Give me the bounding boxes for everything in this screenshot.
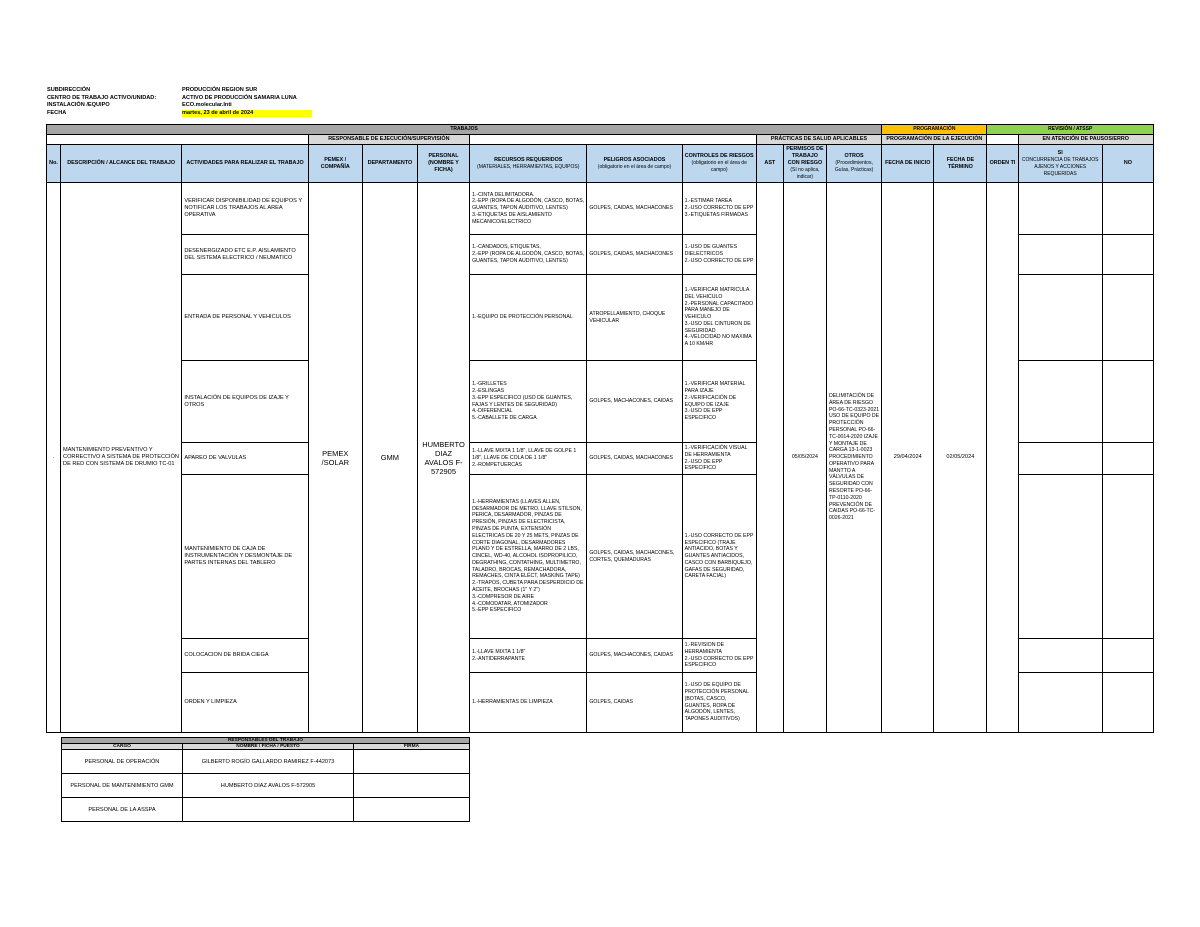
signature-field (354, 750, 470, 774)
controls-cell: 1.-ESTIMAR TAREA 2.-USO CORRECTO DE EPP 3.-ETIQUETAS FIRMADAS (682, 183, 756, 235)
concurrencia-si-cell (1018, 475, 1102, 639)
programacion-header: PROGRAMACIÓN DE LA EJECUCIÓN (882, 135, 987, 145)
concurrencia-no-cell (1102, 443, 1153, 475)
hazards-cell: GOLPES, CAIDAS, MACHACONES (587, 183, 682, 235)
column-headers (47, 145, 1154, 183)
signature-field (354, 774, 470, 798)
column-header (47, 145, 61, 183)
signature-role: PERSONAL DE OPERACIÓN (62, 750, 183, 774)
column-header-label: FECHA DE INICIO (885, 160, 931, 166)
meta-value: martes, 23 de abril de 2024 (182, 110, 312, 118)
meta-row (47, 102, 312, 110)
activity-cell: ORDEN Y LIMPIEZA (182, 673, 308, 733)
column-header-label: DEPARTAMENTO (367, 160, 413, 166)
column-header-label: PERMISOS DE TRABAJO CON RIESGO (786, 146, 824, 166)
column-header (587, 145, 682, 183)
concurrencia-no-cell (1102, 673, 1153, 733)
concurrencia-no-cell (1102, 235, 1153, 275)
column-header (362, 145, 417, 183)
meta-key: FECHA (47, 109, 67, 116)
start-date-cell: 29/04/2024 (882, 183, 934, 733)
meta-key: SUBDIRECCIÓN (47, 87, 91, 93)
concurrencia-si-cell (1018, 275, 1102, 361)
signature-row (62, 774, 470, 798)
column-header-label: FECHA DE TÉRMINO (946, 156, 975, 170)
hazards-cell: ATROPELLAMIENTO, CHOQUE VEHICULAR (587, 275, 682, 361)
signature-role: PERSONAL DE MANTENIMIENTO GMM (62, 774, 183, 798)
band-trabajos: TRABAJOS (47, 125, 882, 135)
activity-cell: ENTRADA DE PERSONAL Y VEHICULOS (182, 275, 308, 361)
table-row (47, 183, 1154, 235)
concurrencia-si-cell (1018, 443, 1102, 475)
resources-cell: 1.-CANDADOS, ETIQUETAS, 2.-EPP (ROPA DE ALGODÓN, CASCO, BOTAS, GUANTES, TAPON AUDITIVO, LENTES) (470, 235, 587, 275)
signature-header: CARGO (62, 744, 183, 750)
controls-cell: 1.-VERIFICAR MATRICULA DEL VEHICULO 2.-PERSONAL CAPACITADO PARA MANEJO DE VEHICULO 3.-USO DEL CINTURON DE SEGURIDAD 4.-VELOCIDAD NO MAXIMA A 10 KM/HR (682, 275, 756, 361)
controls-cell: 1.-USO DE EQUIPO DE PROTECCIÓN PERSONAL (BOTAS, CASCO, GUANTES, ROPA DE ALGODÓN, LENTES, TAPONES AUDITIVOS) (682, 673, 756, 733)
column-header-label: PERSONAL (NOMBRE Y FICHA) (428, 153, 459, 173)
signature-header: FIRMA (354, 744, 470, 750)
signature-name: GILBERTO ROGÍO GALLARDO RAMIREZ F-442073 (183, 750, 354, 774)
concurrencia-no-cell (1102, 275, 1153, 361)
meta-row (47, 110, 312, 118)
activity-cell: DESENERGIZADO ETC E.P. AISLAMIENTO DEL SISTEMA ELECTRICO / NEUMATICO (182, 235, 308, 275)
column-header-sub: CONCURRENCIA DE TRABAJOS AJENOS Y ACCIONES REQUERIDAS (1021, 156, 1099, 177)
resources-cell: 1.-CINTA DELIMITADORA. 2.-EPP (ROPA DE ALGODÓN, CASCO, BOTAS, GUANTES, TAPON AUDITIVO, LENTES) 3.-ETIQUETAS DE AISLAMIENTO MECANICO/ELECTRICO (470, 183, 587, 235)
activity-cell: APAREO DE VALVULAS (182, 443, 308, 475)
permit-cell: 05/05/2024 (783, 183, 826, 733)
column-header (682, 145, 756, 183)
column-header-label: SI (1057, 149, 1063, 156)
company-cell: PEMEX /SOLAR (308, 183, 362, 733)
column-header (417, 145, 469, 183)
signature-name (183, 798, 354, 822)
resources-cell: 1.-EQUIPO DE PROTECCIÓN PERSONAL (470, 275, 587, 361)
column-header-label: NO (1123, 160, 1132, 166)
concurrencia-no-cell (1102, 183, 1153, 235)
activity-cell: VERIFICAR DISPONIBILIDAD DE EQUIPOS Y NOTIFICAR LOS TRABAJOS AL AREA OPERATIVA (182, 183, 308, 235)
resources-cell: 1.-GRILLETES 2.-ESLINGAS 3.-EPP ESPECIFICO (USO DE GUANTES, FAJAS Y LENTES DE SEGURIDAD) 4.-DIFERENCIAL 5.-CABALLETE DE CARGA (470, 361, 587, 443)
hazards-cell: GOLPES, MACHACONES, CAIDAS (587, 639, 682, 673)
column-header-label: AST (764, 160, 776, 166)
resources-cell: 1.-HERRAMIENTAS (LLAVES ALLEN, DESARMADOR DE METRO, LLAVE STILSON, PERICA, DESARMADOR, PINZAS DE PRESIÓN, PINZAS DE ELECTRICISTA, PINZAS DE PUNTA, EXTENSIÓN ELECTRICAS DE 20 Y 25 METS, PINZAS DE CORTE DIAGONAL, DESARMADORES PLANO Y DE ESTRELLA, MARRO DE 2 LBS, CINCEL, WD-40, ALCOHOL ISOPROPILICO, DEGRATHING, CONTATHING, MULTIMETRO, TALADRO, BROCAS, REMACHADORA, REMACHES, CINTA ELÉCT, MASKING TAPE) 2.-TRAPOS, CUBETA PARA DESPERDICIO DE ACEITE, BROCHAS (1" Y 2") 3.-COMPRESOR DE AIRE 4.-COMODATAR, ATOMIZADOR 5.-EPP ESPECIFICO (470, 475, 587, 639)
band-programacion: PROGRAMACIÓN (882, 125, 987, 135)
column-header (470, 145, 587, 183)
meta-key: INSTALACIÓN /EQUIPO (47, 102, 110, 108)
column-header-label: OTROS (844, 153, 864, 159)
department-cell: GMM (362, 183, 417, 733)
controls-cell: 1.-REVISION DE HERRAMIENTA 2.-USO CORRECTO DE EPP ESPECIFICO (682, 639, 756, 673)
meta-value: ECO.molecular.Inti (182, 102, 232, 108)
column-header (182, 145, 308, 183)
signature-field (354, 798, 470, 822)
end-date-cell: 02/05/2024 (934, 183, 987, 733)
concurrencia-si-cell (1018, 639, 1102, 673)
column-header-sub: (obligatorio en el área de campo) (691, 160, 747, 173)
signature-title: RESPONSABLES DEL TRABAJO (62, 738, 470, 744)
column-header (308, 145, 362, 183)
hazards-cell: GOLPES, CAIDAS, MACHACONES (587, 443, 682, 475)
column-header-sub: (MATERIALES, HERRAMIENTAS, EQUIPOS) (477, 163, 580, 170)
concurrencia-no-cell (1102, 475, 1153, 639)
column-header-label: DESCRIPCIÓN / ALCANCE DEL TRABAJO (67, 160, 176, 166)
column-header-sub: (Procedimientos, Guías, Prácticas) (834, 160, 874, 173)
signature-row (62, 798, 470, 822)
document-metadata (47, 87, 312, 117)
concurrencia-no-cell (1102, 361, 1153, 443)
signature-role: PERSONAL DE LA ASSPA (62, 798, 183, 822)
orden-cell (987, 183, 1018, 733)
signature-name: HUMBERTO DIAZ AVALOS F-572905 (183, 774, 354, 798)
concurrencia-si-cell (1018, 183, 1102, 235)
practicas-header: PRÁCTICAS DE SALUD APLICABLES (756, 135, 881, 145)
meta-row (47, 87, 312, 95)
resources-cell: 1.-LLAVE MIXTA 1 1/8", LLAVE DE GOLPE 1 1/8", LLAVE DE COLA DE 1 1/8" 2.-ROMPETUERCAS (470, 443, 587, 475)
activity-cell: COLOCACION DE BRIDA CIEGA (182, 639, 308, 673)
column-header (987, 145, 1018, 183)
band-revision: REVISIÓN / ATSSP (987, 125, 1154, 135)
concurrencia-si-cell (1018, 673, 1102, 733)
resources-cell: 1.-LLAVE MIXTA 1 1/8" 2.-ANTIDERRAPANTE (470, 639, 587, 673)
meta-value: PRODUCCIÓN REGION SUR (182, 87, 258, 93)
hazards-cell: GOLPES, MACHACONES, CAIDAS (587, 361, 682, 443)
column-header-sub: (Sí no aplica, indicar) (790, 167, 820, 180)
column-header (756, 145, 783, 183)
meta-key: CENTRO DE TRABAJO ACTIVO/UNIDAD: (47, 94, 157, 101)
column-header (1018, 145, 1102, 183)
column-header-label: RECURSOS REQUERIDOS (494, 156, 563, 163)
personal-cell: HUMBERTO DIAZ AVALOS F-572905 (417, 183, 469, 733)
column-header (826, 145, 881, 183)
activity-cell: MANTENIMIENTO DE CAJA DE INSTRUMENTACIÓN Y DESMONTAJE DE PARTES INTERNAS DEL TABLERO (182, 475, 308, 639)
job-description: MANTENIMIENTO PREVENTIVO Y CORRECTIVO A SISTEMA DE PROTECCIÓN DE RED CON SISTEMA DE DRUMIO TC-01 (61, 183, 182, 733)
column-header (783, 145, 826, 183)
controls-cell: 1.-VERIFICAR MATERIAL PARA IZAJE 2.-VERIFICACIÓN DE EQUIPO DE IZAJE 3.-USO DE EPP ESPECIFICO (682, 361, 756, 443)
responsables-header: RESPONSABLE DE EJECUCIÓN/SUPERVISIÓN (308, 135, 469, 145)
column-header-label: PEMEX / COMPAÑÍA (320, 156, 350, 170)
otros-cell: DELIMITACIÓN DE ÁREA DE RIESGO PO-66-TC-0323-2021 USO DE EQUIPO DE PROTECCIÓN PERSONAL PO-66-TC-0014-2020 IZAJE Y MONTAJE DE CARGA 13-1-0023 PROCEDIMIENTO OPERATIVO PARA MANTTO A VÁLVULAS DE SEGURIDAD CON RESORTE PO-66-TP-0110-2020 PREVENCIÓN DE CAIDAS PO-66-TC-0026-2021 (826, 183, 881, 733)
column-header-label: PELIGROS ASOCIADOS (603, 156, 666, 163)
column-header (882, 145, 934, 183)
controls-cell: 1.-USO DE GUANTES DIELECTRICOS 2.-USO CORRECTO DE EPP (682, 235, 756, 275)
column-header-label: No. (49, 160, 58, 166)
column-header-label: ORDEN TI (989, 160, 1016, 166)
ast-cell (756, 183, 783, 733)
column-header (61, 145, 182, 183)
controls-cell: 1.-VERIFICACIÓN VISUAL DE HERRAMIENTA 2.-USO DE EPP ESPECIFICO (682, 443, 756, 475)
column-header-label: CONTROLES DE RIESGOS (684, 153, 754, 159)
signature-table (61, 737, 470, 822)
hazards-cell: GOLPES, CAIDAS, MACHACONES, CORTES, QUEMADURAS (587, 475, 682, 639)
concurrencia-no-cell (1102, 639, 1153, 673)
concurrencia-si-cell (1018, 361, 1102, 443)
activity-cell: INSTALACIÓN DE EQUIPOS DE IZAJE Y OTROS (182, 361, 308, 443)
column-header (934, 145, 987, 183)
autorizacion-header: EN ATENCIÓN DE PAUSOS/ERRO (1018, 135, 1153, 145)
hazards-cell: GOLPES, CAIDAS, MACHACONES (587, 235, 682, 275)
resources-cell: 1.-HERRAMIENTAS DE LIMPIEZA (470, 673, 587, 733)
column-header (1102, 145, 1153, 183)
signature-row (62, 750, 470, 774)
signature-header: NOMBRE / FICHA / PUESTO (183, 744, 354, 750)
column-header-label: ACTIVIDADES PARA REALIZAR EL TRABAJO (186, 160, 304, 166)
meta-row (47, 95, 312, 103)
row-number: . (47, 183, 61, 733)
controls-cell: 1.-USO CORRECTO DE EPP ESPECIFICO (TRAJE ANTIACIDO, BOTAS Y GUANTES ANTIACIDOS, CASCO CON BARBIQUEJO, GAFAS DE SEGURIDAD, CARETA FACIAL) (682, 475, 756, 639)
work-plan-table (46, 124, 1154, 733)
hazards-cell: GOLPES, CAIDAS (587, 673, 682, 733)
concurrencia-si-cell (1018, 235, 1102, 275)
column-header-sub: (obligatorio en el área de campo) (597, 163, 672, 170)
meta-value: ACTIVO DE PRODUCCIÓN SAMARIA LUNA (182, 94, 297, 101)
